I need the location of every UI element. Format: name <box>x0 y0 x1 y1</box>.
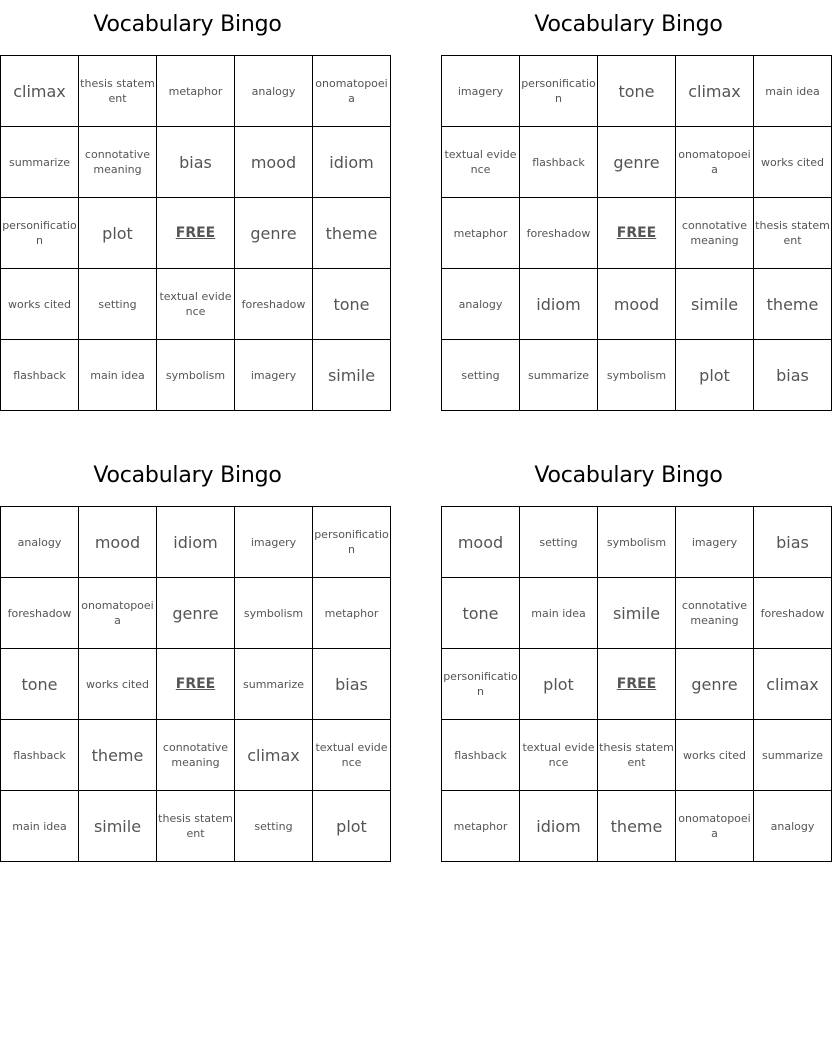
grid-cell: idiom <box>157 507 235 578</box>
grid-cell: genre <box>157 578 235 649</box>
grid-row <box>1 56 391 127</box>
card-title: Vocabulary Bingo <box>534 12 723 37</box>
grid-cell: tone <box>313 269 391 340</box>
grid-cell: simile <box>598 578 676 649</box>
grid-cell: tone <box>442 578 520 649</box>
grid-row <box>442 720 832 791</box>
grid-row <box>442 198 832 269</box>
grid-cell: thesis statement <box>157 791 235 862</box>
grid-cell: foreshadow <box>1 578 79 649</box>
grid-row <box>442 649 832 720</box>
grid-row <box>1 340 391 411</box>
grid-cell: theme <box>598 791 676 862</box>
grid-row <box>1 649 391 720</box>
grid-cell: textual evidence <box>157 269 235 340</box>
bingo-grid <box>0 506 391 862</box>
grid-cell: personification <box>1 198 79 269</box>
grid-row <box>442 507 832 578</box>
grid-row <box>442 56 832 127</box>
grid-cell: connotative meaning <box>79 127 157 198</box>
grid-cell: theme <box>754 269 832 340</box>
grid-cell: flashback <box>1 340 79 411</box>
grid-cell: summarize <box>754 720 832 791</box>
grid-cell: climax <box>1 56 79 127</box>
grid-cell: plot <box>79 198 157 269</box>
grid-row <box>1 720 391 791</box>
grid-cell: mood <box>235 127 313 198</box>
grid-cell: imagery <box>235 340 313 411</box>
grid-cell: plot <box>313 791 391 862</box>
grid-cell: textual evidence <box>442 127 520 198</box>
bingo-grid <box>441 506 832 862</box>
grid-cell: thesis statement <box>754 198 832 269</box>
grid-cell: summarize <box>520 340 598 411</box>
grid-cell: main idea <box>520 578 598 649</box>
bingo-grid <box>441 55 832 411</box>
grid-cell: symbolism <box>235 578 313 649</box>
free-space: FREE <box>157 649 235 720</box>
grid-cell: setting <box>79 269 157 340</box>
grid-cell: theme <box>79 720 157 791</box>
grid-cell: imagery <box>676 507 754 578</box>
grid-cell: plot <box>676 340 754 411</box>
grid-cell: bias <box>313 649 391 720</box>
grid-cell: setting <box>442 340 520 411</box>
grid-cell: main idea <box>79 340 157 411</box>
grid-row <box>1 578 391 649</box>
grid-cell: main idea <box>1 791 79 862</box>
grid-row <box>442 340 832 411</box>
grid-cell: textual evidence <box>313 720 391 791</box>
grid-cell: mood <box>79 507 157 578</box>
grid-cell: main idea <box>754 56 832 127</box>
grid-cell: foreshadow <box>520 198 598 269</box>
grid-cell: summarize <box>235 649 313 720</box>
card-title: Vocabulary Bingo <box>93 463 282 488</box>
grid-cell: imagery <box>442 56 520 127</box>
grid-cell: metaphor <box>442 791 520 862</box>
grid-cell: setting <box>520 507 598 578</box>
grid-cell: analogy <box>754 791 832 862</box>
grid-cell: connotative meaning <box>157 720 235 791</box>
grid-row <box>1 507 391 578</box>
grid-cell: metaphor <box>442 198 520 269</box>
grid-cell: mood <box>442 507 520 578</box>
grid-cell: theme <box>313 198 391 269</box>
grid-row <box>1 198 391 269</box>
grid-cell: personification <box>313 507 391 578</box>
grid-cell: mood <box>598 269 676 340</box>
grid-cell: summarize <box>1 127 79 198</box>
grid-cell: onomatopoeia <box>676 127 754 198</box>
grid-cell: bias <box>157 127 235 198</box>
grid-cell: plot <box>520 649 598 720</box>
grid-cell: analogy <box>235 56 313 127</box>
free-space: FREE <box>157 198 235 269</box>
grid-cell: thesis statement <box>79 56 157 127</box>
grid-cell: personification <box>442 649 520 720</box>
grid-cell: analogy <box>1 507 79 578</box>
free-space: FREE <box>598 649 676 720</box>
grid-cell: works cited <box>676 720 754 791</box>
grid-cell: thesis statement <box>598 720 676 791</box>
grid-cell: climax <box>676 56 754 127</box>
grid-cell: idiom <box>313 127 391 198</box>
grid-cell: tone <box>1 649 79 720</box>
grid-cell: works cited <box>79 649 157 720</box>
grid-cell: idiom <box>520 269 598 340</box>
grid-cell: analogy <box>442 269 520 340</box>
grid-cell: onomatopoeia <box>313 56 391 127</box>
grid-cell: flashback <box>1 720 79 791</box>
grid-cell: symbolism <box>157 340 235 411</box>
grid-cell: genre <box>598 127 676 198</box>
grid-cell: bias <box>754 507 832 578</box>
bingo-grid <box>0 55 391 411</box>
grid-cell: personification <box>520 56 598 127</box>
card-title: Vocabulary Bingo <box>93 12 282 37</box>
grid-cell: flashback <box>442 720 520 791</box>
grid-cell: climax <box>754 649 832 720</box>
grid-row <box>1 127 391 198</box>
grid-cell: connotative meaning <box>676 198 754 269</box>
free-space: FREE <box>598 198 676 269</box>
grid-cell: bias <box>754 340 832 411</box>
grid-row <box>442 791 832 862</box>
grid-cell: textual evidence <box>520 720 598 791</box>
grid-row <box>1 269 391 340</box>
grid-cell: symbolism <box>598 340 676 411</box>
grid-row <box>442 269 832 340</box>
grid-row <box>442 127 832 198</box>
grid-row <box>1 791 391 862</box>
grid-cell: climax <box>235 720 313 791</box>
grid-cell: foreshadow <box>754 578 832 649</box>
grid-cell: setting <box>235 791 313 862</box>
grid-cell: metaphor <box>313 578 391 649</box>
grid-cell: simile <box>79 791 157 862</box>
grid-cell: foreshadow <box>235 269 313 340</box>
grid-cell: onomatopoeia <box>79 578 157 649</box>
grid-cell: metaphor <box>157 56 235 127</box>
grid-row <box>442 578 832 649</box>
grid-cell: symbolism <box>598 507 676 578</box>
grid-cell: tone <box>598 56 676 127</box>
grid-cell: works cited <box>1 269 79 340</box>
grid-cell: onomatopoeia <box>676 791 754 862</box>
grid-cell: works cited <box>754 127 832 198</box>
grid-cell: imagery <box>235 507 313 578</box>
grid-cell: simile <box>676 269 754 340</box>
grid-cell: connotative meaning <box>676 578 754 649</box>
card-title: Vocabulary Bingo <box>534 463 723 488</box>
grid-cell: idiom <box>520 791 598 862</box>
grid-cell: flashback <box>520 127 598 198</box>
grid-cell: genre <box>676 649 754 720</box>
grid-cell: genre <box>235 198 313 269</box>
grid-cell: simile <box>313 340 391 411</box>
